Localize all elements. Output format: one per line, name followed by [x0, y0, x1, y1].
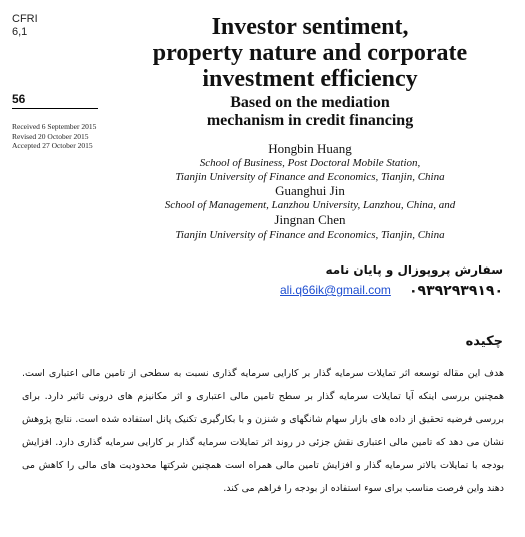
title-line: property nature and corporate	[152, 40, 468, 66]
phone-number: ۰۹۳۹۲۹۳۹۱۹۰	[409, 283, 503, 299]
abstract-heading: چکیده	[465, 334, 503, 349]
subtitle-line: mechanism in credit financing	[206, 112, 414, 129]
received-date: Received 6 September 2015	[12, 122, 97, 131]
title-line: investment efficiency	[202, 66, 418, 92]
abstract-text: هدف این مقاله توسعه اثر تمایلات سرمایه گذار بر کارایی سرمایه گذاری نسبت به سطحی از تامین مالی اعتباری است. همچنین بررسی اینکه آیا تمایلات سرمایه گذار بر سطح تامین مالی اعتباری و اثر مکانیزم های درونی تاثیر دارد. برای بررسی فرضیه تحقیق از داده های بازار سهام شانگهای و شنزن و با بکارگیری تکنیک پانل استفاده شده است. نتایج پژوهش نشان می دهد که تامین مالی اعتباری نقش جزئی در روند اثر تمایلات سرمایه گذار بر کارایی سرمایه گذاری دارد. افزایش بودجه با تمایلات بالاتر سرمایه گذار و افزایش تامین مالی همراه است همچنین شرکتها محدودیت های مالی را کاهش می دهند واین فرصت مناسب برای سوء استفاده از بودجه را فراهم می کند.	[22, 368, 504, 494]
journal-info	[12, 13, 38, 39]
author-affiliation	[110, 156, 510, 184]
page-number: 56	[12, 92, 26, 106]
journal-volume: 6,1	[12, 26, 28, 38]
divider	[12, 108, 98, 109]
affiliation-line: School of Business, Post Doctoral Mobile Station,	[199, 157, 421, 169]
affiliation-line: Tianjin University of Finance and Economics, Tianjin, China	[175, 171, 445, 183]
article-title	[110, 14, 510, 92]
title-line: Investor sentiment,	[211, 14, 409, 40]
author-name: Hongbin Huang	[268, 141, 352, 156]
accepted-date: Accepted 27 October 2015	[12, 141, 93, 150]
author-affiliation	[110, 198, 510, 212]
article-history	[12, 122, 96, 151]
revised-date: Revised 20 October 2015	[12, 131, 89, 141]
article-subtitle	[110, 94, 510, 130]
affiliation-line: Tianjin University of Finance and Economics, Tianjin, China	[175, 229, 445, 241]
author-name: Jingnan Chen	[274, 212, 346, 227]
email-link[interactable]: ali.q66ik@gmail.com	[280, 283, 391, 297]
affiliation-line: School of Management, Lanzhou University, Lanzhou, China, and	[164, 199, 456, 211]
order-text: سفارش پروپوزال و پایان نامه	[325, 263, 503, 277]
journal-code: CFRI	[12, 13, 38, 25]
subtitle-line: Based on the mediation	[230, 94, 390, 111]
author-name: Guanghui Jin	[275, 183, 345, 198]
author-affiliation	[110, 228, 510, 242]
